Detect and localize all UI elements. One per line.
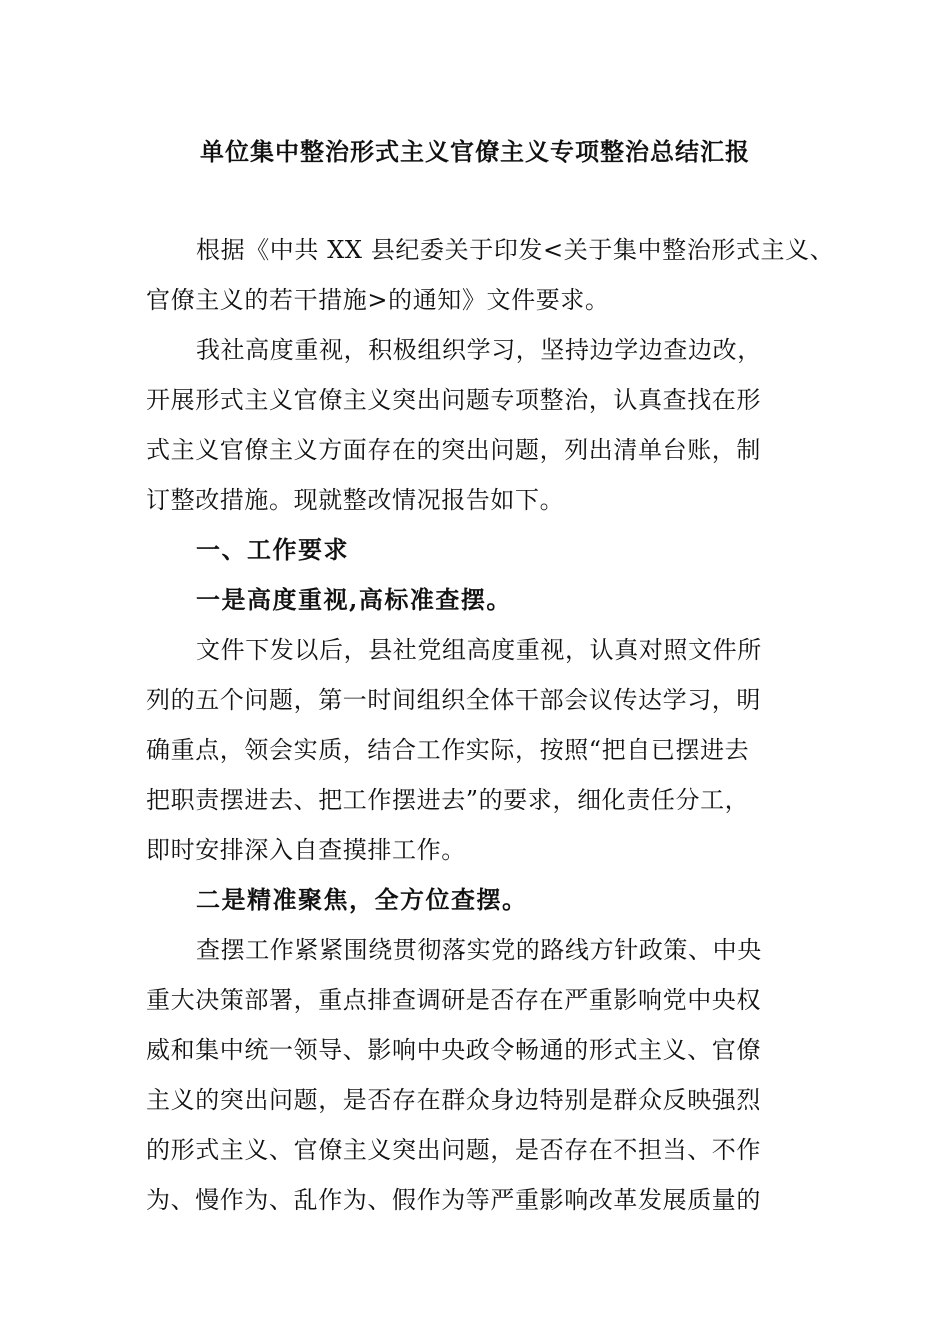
paragraph-line: 我社高度重视，积极组织学习，坚持边学边查边改， — [196, 336, 762, 364]
paragraph-line: 确重点，领会实质，结合工作实际，按照“把自已摆进去 — [146, 736, 750, 764]
paragraph-line: 威和集中统一领导、影响中央政令畅通的形式主义、官僚 — [146, 1036, 761, 1064]
paragraph-line: 把职责摆进去、把工作摆进去”的要求，细化责任分工， — [146, 786, 750, 814]
paragraph-line: 主义的突出问题，是否存在群众身边特别是群众反映强烈 — [146, 1086, 761, 1114]
paragraph-line: 即时安排深入自查摸排工作。 — [146, 836, 466, 864]
paragraph-line: 官僚主义的若干措施>的通知》文件要求。 — [146, 286, 610, 314]
paragraph-line: 为、慢作为、乱作为、假作为等严重影响改革发展质量的 — [146, 1186, 761, 1214]
paragraph-line: 列的五个问题，第一时间组织全体干部会议传达学习，明 — [146, 686, 761, 714]
paragraph-line: 文件下发以后，县社党组高度重视，认真对照文件所 — [196, 636, 762, 664]
subsection-heading: 一是高度重视,高标准查摆。 — [196, 585, 512, 614]
paragraph-line: 查摆工作紧紧围绕贯彻落实党的路线方针政策、中央 — [196, 936, 762, 964]
document-title: 单位集中整治形式主义官僚主义专项整治总结汇报 — [200, 137, 750, 166]
paragraph-line: 订整改措施。现就整改情况报告如下。 — [146, 486, 565, 514]
paragraph-line: 根据《中共 XX 县纪委关于印发<关于集中整治形式主义、 — [196, 236, 835, 264]
subsection-heading: 二是精准聚焦，全方位查摆。 — [196, 885, 528, 914]
paragraph-line: 重大决策部署，重点排查调研是否存在严重影响党中央权 — [146, 986, 761, 1014]
paragraph-line: 开展形式主义官僚主义突出问题专项整治，认真查找在形 — [146, 386, 761, 414]
section-heading: 一、工作要求 — [196, 535, 349, 564]
paragraph-line: 的形式主义、官僚主义突出问题，是否存在不担当、不作 — [146, 1136, 761, 1164]
paragraph-line: 式主义官僚主义方面存在的突出问题，列出清单台账，制 — [146, 436, 761, 464]
